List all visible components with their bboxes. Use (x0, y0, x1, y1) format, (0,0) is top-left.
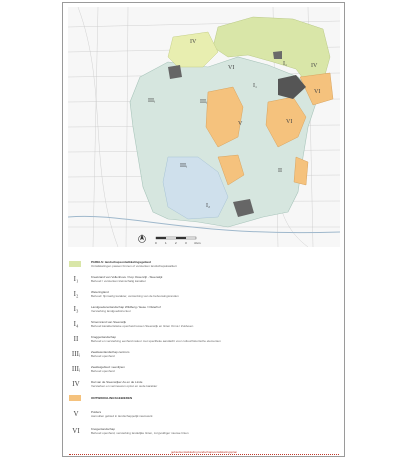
legend-item (67, 258, 341, 270)
legend-description: Aanvullen gebied in landschappelijk raamwerk (91, 414, 153, 418)
legend-description: Ontwikkelingen passen binnen of versterken landschapskwaliteit (91, 264, 177, 268)
map-label: VI (228, 65, 235, 71)
legend-swatch (69, 395, 81, 401)
legend-title: PARELS: landschapsontwikkelingsgebied (91, 260, 151, 264)
map-label: IIIᵢ (200, 99, 207, 105)
legend-code: VI (72, 427, 80, 435)
legend-code: V (73, 410, 79, 418)
footer-text: gebiedsontwikkeling landschapsontwikkelingsplan (69, 450, 339, 455)
legend-title: Zeekleigebied: veenlijnen (91, 365, 125, 369)
legend-title: Landgoederenlandschap Wildberg / Eese / Olsterhof (91, 305, 161, 309)
scale-tick: 0 (155, 241, 157, 245)
legend-description: Versterking landgoedstructuur (91, 309, 131, 313)
legend-item (67, 425, 341, 437)
legend-description: Behoud / versterken kleinschalig karakter (91, 279, 146, 283)
map-label: I₁ (253, 83, 258, 89)
scale-tick: 4 km (194, 241, 201, 245)
legend-description: Behoud openheid (91, 354, 115, 358)
legend-title: Polders (91, 410, 102, 414)
landscape-map[interactable] (68, 7, 340, 247)
map-label: IIIᵢ (180, 163, 187, 169)
map-label: V (238, 121, 243, 127)
scale-tick: 3 (185, 241, 187, 245)
legend-code: IV (72, 380, 80, 388)
legend-item (67, 348, 341, 360)
legend-title: Kraggenlandschap (91, 335, 117, 339)
legend-item (67, 288, 341, 300)
legend-item (67, 408, 341, 420)
legend-item (67, 393, 341, 403)
legend-title: Kreigenlandschap (91, 427, 116, 431)
legend-code: II (73, 335, 79, 343)
legend-item (67, 318, 341, 330)
map-label: II (278, 168, 282, 174)
legend-description: Behoud karakteristieke openheid tussen Steenwijk en linten Onna / Zuidveen (91, 324, 194, 328)
map-label: IIIᵢ (148, 98, 155, 104)
legend-title: Kreekrand van Vollenhove / Kop Ossenzijl - Steenwijk (91, 275, 163, 279)
legend-title: Dal van de Steenwijker As en de Linde (91, 380, 143, 384)
development-area-4[interactable] (294, 157, 308, 185)
legend-title: Weteringland (91, 290, 109, 294)
legend-title: Zeekleienlandschap centrum (91, 350, 130, 354)
legend-swatch (69, 261, 81, 267)
urban-area-4 (273, 51, 282, 59)
legend-description: Behoud: fijnmazig karakter, versterking van de bebouwingsranden (91, 294, 179, 298)
legend-description: Behoud openheid, versterking landelijke linten, zorgvuldiger nieuwe linten (91, 431, 189, 435)
legend-code: I₂ (73, 290, 79, 298)
urban-area-2 (168, 65, 182, 79)
legend-description: Behoud openheid (91, 369, 115, 373)
legend-description: Behoud en versterking eenheid natuur met specifieke aandacht voor cultuurhistorische elementen (91, 339, 221, 343)
legend-description: Versterken en vernieuwen opzet en oude karakter (91, 384, 158, 388)
map-label: IV (311, 63, 318, 69)
legend-title: ONTWIKKELINGSGEBIEDEN (91, 396, 133, 400)
legend-code: I₃ (73, 305, 79, 313)
map-label: IV (190, 39, 197, 45)
legend-code: IIIᵢ (71, 350, 81, 358)
legend-item (67, 378, 341, 390)
legend-code: I₁ (73, 275, 79, 283)
legend-title: Stroomrand van Steenwijk (91, 320, 127, 324)
map-label: VI (314, 89, 321, 95)
legend-item (67, 303, 341, 315)
map-label: I₁ (283, 61, 288, 67)
legend-item (67, 273, 341, 285)
map-label: VI (286, 119, 293, 125)
legend-item (67, 333, 341, 345)
scale-tick: 1 (165, 241, 167, 245)
map-sheet (62, 2, 345, 457)
map-label: I₂ (206, 203, 211, 209)
scale-tick: 2 (175, 241, 177, 245)
legend-code: IIIᵢ (71, 365, 81, 373)
legend-code: I₄ (73, 320, 79, 328)
legend-item (67, 363, 341, 375)
